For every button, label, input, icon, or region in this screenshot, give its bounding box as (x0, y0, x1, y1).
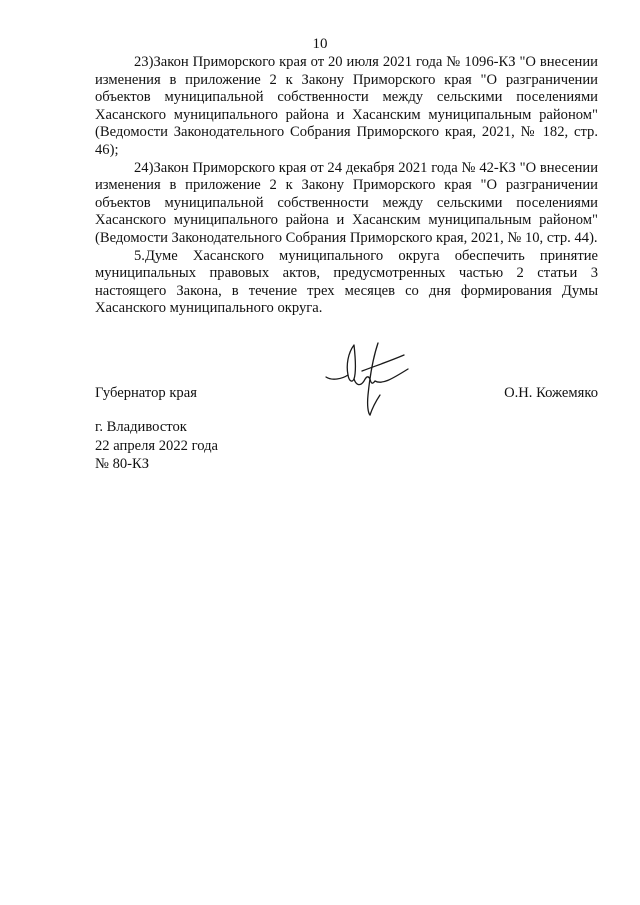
paragraph-article-5: 5.Думе Хасанского муниципального округа обеспечить принятие муниципальных правовых актов, предусмотренных частью 2 статьи 3 настоящего Закона, в течение трех месяцев со дня формирования Думы Хасанского муниципального округа. (95, 247, 598, 317)
signing-date: 22 апреля 2022 года (95, 437, 218, 454)
law-number: № 80-КЗ (95, 456, 150, 472)
document-footer (95, 418, 218, 474)
signatory-name: О.Н. Кожемяко (504, 385, 598, 401)
paragraph-item-23: 23)Закон Приморского края от 20 июля 2021 года № 1096-КЗ "О внесении изменения в приложение 2 к Закону Приморского края "О разграничении объектов муниципальной собственности между сельскими поселениями Хасанского муниципального района и Хасанским муниципальным районом" (Ведомости Законодательного Собрания Приморского края, 2021, № 182, стр. 46); (95, 54, 598, 158)
paragraph-item-24: 24)Закон Приморского края от 24 декабря 2021 года № 42-КЗ "О внесении изменения в приложение 2 к Закону Приморского края "О разграничении объектов муниципальной собственности между сельскими поселениями Хасанского муниципального района и Хасанским муниципальным районом" (Ведомости Законодательного Собрания Приморского края, 2021, № 10, стр. 44). (95, 159, 598, 246)
signatory-title: Губернатор края (95, 385, 197, 401)
document-body (95, 54, 598, 318)
city: г. Владивосток (95, 419, 187, 435)
page-number: 10 (312, 36, 328, 52)
signature-block (95, 385, 598, 405)
handwritten-signature (318, 335, 418, 420)
